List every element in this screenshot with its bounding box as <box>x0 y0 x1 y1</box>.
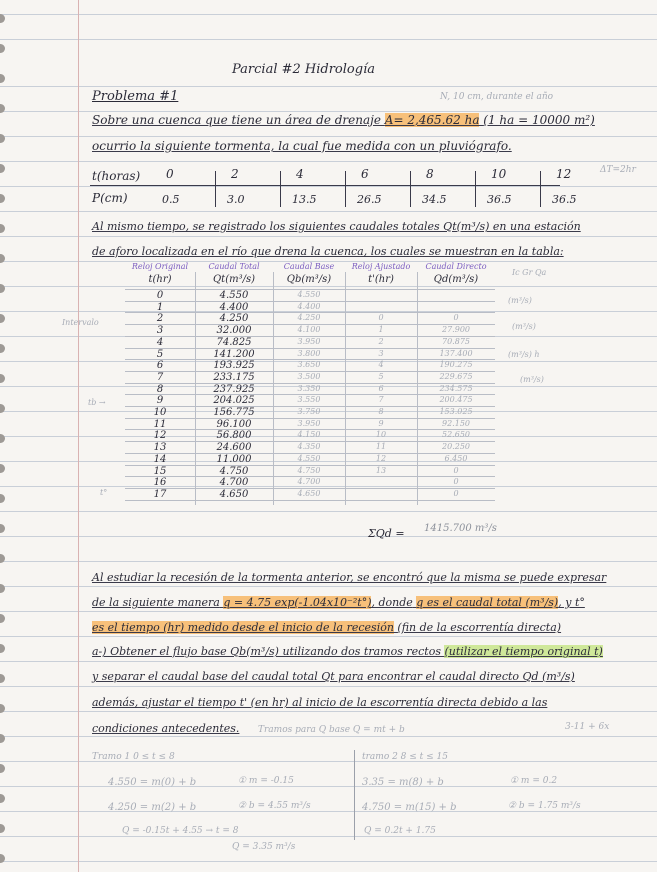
binder-hole <box>0 764 5 773</box>
column-header: t(hr) <box>148 274 172 285</box>
right-note-4: (m³/s) <box>520 375 544 384</box>
table-cell: 4.750 <box>219 465 249 477</box>
table-cell: 0 <box>453 465 459 475</box>
table-cell: 4.400 <box>297 301 321 311</box>
binder-hole <box>0 254 5 263</box>
table-cell: 4.550 <box>297 453 321 463</box>
header-reloj-ajustado: Reloj Ajustado <box>351 262 411 271</box>
column-header: Qt(m³/s) <box>212 274 255 285</box>
row-divider <box>125 359 495 360</box>
row-divider <box>125 336 495 337</box>
row-divider <box>125 418 495 419</box>
table-cell: 11 <box>375 442 387 452</box>
time-note: (fin de la escorrentía directa) <box>397 621 562 634</box>
header-reloj-original: Reloj Original <box>131 262 189 271</box>
table-cell: 70.875 <box>442 336 470 346</box>
binder-hole <box>0 644 5 653</box>
row-divider <box>125 488 495 489</box>
precip-p-value: 34.5 <box>422 193 447 206</box>
tramo2-result: Q = 0.2t + 1.75 <box>364 826 436 836</box>
column-header: Qd(m³/s) <box>433 274 479 285</box>
table-cell: 10 <box>153 407 167 418</box>
faint-top-note: N, 10 cm, durante el año <box>440 92 554 102</box>
table-cell: 6 <box>156 360 164 372</box>
table-cell: 3 <box>156 325 164 337</box>
q-definition: q es el caudal total (m³/s) <box>416 596 559 609</box>
table-cell: 3.750 <box>297 407 321 416</box>
binder-hole <box>0 104 5 113</box>
tramo1-result-2: Q = 3.35 m³/s <box>232 842 296 852</box>
precip-p-value: 36.5 <box>552 193 577 206</box>
table-cell: 6.450 <box>444 453 468 463</box>
binder-hole <box>0 44 5 53</box>
area-highlight: A= 2,465.62 ha <box>384 113 480 127</box>
table-cell: 12 <box>375 453 387 463</box>
table-cell: 3 <box>378 348 384 358</box>
table-cell: 0 <box>156 290 164 301</box>
table-cell: 3.950 <box>297 336 321 346</box>
table-cell: 4.100 <box>297 325 321 335</box>
table-cell: 8 <box>378 407 384 416</box>
tramos-note: Tramos para Q base Q = mt + b <box>258 725 405 735</box>
column-divider <box>273 272 274 505</box>
binder-hole <box>0 524 5 533</box>
header-caudal-directo: Caudal Directo <box>425 262 487 271</box>
table-cell: 15 <box>153 465 167 477</box>
table-cell: 3.500 <box>297 371 321 381</box>
para3-line-5: y separar el caudal base del caudal total Qt para encontrar el caudal directo Qd (m³/s) <box>92 670 575 683</box>
precip-t-value: 8 <box>426 167 434 181</box>
row-divider <box>125 348 495 349</box>
table-cell: 8 <box>156 383 164 395</box>
tramo1-title: Tramo 1 0 ≤ t ≤ 8 <box>92 752 175 762</box>
para3-line-4 <box>92 645 603 658</box>
table-cell: 3.550 <box>297 395 321 405</box>
table-cell: 4.700 <box>297 477 321 487</box>
table-cell: 7 <box>378 395 384 405</box>
table-cell: 24.600 <box>216 442 252 454</box>
table-cell: 153.025 <box>439 407 473 416</box>
precip-col-divider <box>345 171 346 207</box>
row-divider <box>125 324 495 325</box>
table-cell: 156.775 <box>213 407 255 418</box>
table-cell: 4.650 <box>297 488 321 498</box>
para3-line-6: además, ajustar el tiempo t' (en hr) al inicio de la escorrentía directa debido a las <box>92 696 548 709</box>
table-cell: 11 <box>153 418 167 430</box>
table-cell: 32.000 <box>216 325 252 337</box>
binder-hole <box>0 614 5 623</box>
question-a: a-) Obtener el flujo base Qb(m³/s) utilizando dos tramos rectos <box>92 645 441 658</box>
table-cell: 16 <box>153 477 167 489</box>
binder-holes <box>0 0 10 872</box>
column-header: t'(hr) <box>368 274 394 285</box>
table-cell: 1 <box>378 325 384 335</box>
precip-p-value: 26.5 <box>357 193 382 206</box>
table-cell: 6 <box>378 383 384 393</box>
table-cell: 4.700 <box>219 477 249 489</box>
para3-line-2 <box>92 596 585 609</box>
row-divider <box>125 301 495 302</box>
row-divider <box>125 465 495 466</box>
table-cell: 200.475 <box>439 395 473 405</box>
header-caudal-base: Caudal Base <box>283 262 335 271</box>
binder-hole <box>0 284 5 293</box>
table-cell: 141.200 <box>213 348 255 360</box>
tramo2-eq1: 3.35 = m(8) + b <box>362 777 444 788</box>
intro-text: Sobre una cuenca que tiene un área de drenaje <box>92 113 381 127</box>
left-note-2: tb → <box>88 398 106 407</box>
header-caudal-total: Caudal Total <box>208 262 260 271</box>
column-divider <box>195 272 196 505</box>
table-cell: 190.275 <box>439 360 473 370</box>
table-cell: 4.250 <box>219 313 249 325</box>
t-label: t(horas) <box>92 169 141 183</box>
table-cell: 234.575 <box>439 383 473 393</box>
precipitation-table <box>90 165 577 209</box>
para2-line-2: de aforo localizada en el río que drena la cuenca, los cuales se muestran en la tabla: <box>92 245 564 258</box>
table-cell: 5 <box>378 371 384 381</box>
table-cell: 0 <box>453 488 459 498</box>
binder-hole <box>0 374 5 383</box>
table-cell: 193.925 <box>213 360 255 372</box>
area-conversion: (1 ha = 10000 m²) <box>483 113 595 127</box>
table-cell: 4.750 <box>297 465 321 475</box>
table-cell: 20.250 <box>442 442 470 452</box>
precip-t-value: 10 <box>491 167 507 181</box>
tramo2-divider <box>354 750 355 840</box>
precip-t-value: 6 <box>361 167 369 181</box>
binder-hole <box>0 344 5 353</box>
table-cell: 17 <box>153 488 167 500</box>
page-title: Parcial #2 Hidrología <box>232 62 375 77</box>
table-cell: 9 <box>378 418 384 428</box>
table-cell: 2 <box>378 336 384 346</box>
row-divider <box>125 453 495 454</box>
binder-hole <box>0 74 5 83</box>
sum-value: 1415.700 m³/s <box>424 523 497 534</box>
table-cell: 4.350 <box>297 442 321 452</box>
table-cell: 56.800 <box>216 430 252 442</box>
binder-hole <box>0 14 5 23</box>
row-divider <box>125 429 495 430</box>
intro-line-1 <box>92 113 595 127</box>
table-cell: 0 <box>378 313 384 323</box>
binder-hole <box>0 734 5 743</box>
recession-equation: q = 4.75 exp(-1.04x10⁻²t°) <box>223 596 372 609</box>
table-cell: 4.400 <box>219 301 249 313</box>
row-divider <box>125 312 495 313</box>
binder-hole <box>0 824 5 833</box>
binder-hole <box>0 134 5 143</box>
binder-hole <box>0 554 5 563</box>
table-cell: 52.650 <box>442 430 470 440</box>
binder-hole <box>0 704 5 713</box>
precip-p-value: 3.0 <box>227 193 245 206</box>
margin-line <box>78 0 79 872</box>
tramo1-eq2: 4.250 = m(2) + b <box>108 802 197 813</box>
table-cell: 13 <box>375 465 387 475</box>
time-definition: es el tiempo (hr) medido desde el inicio de la recesión <box>92 621 394 634</box>
precip-col-divider <box>215 171 216 207</box>
tramo2-eq1-result: ① m = 0.2 <box>510 776 558 786</box>
table-cell: 27.900 <box>442 325 470 335</box>
precip-t-value: 2 <box>231 167 239 181</box>
para2-line-1: Al mismo tiempo, se registrado los siguientes caudales totales Qt(m³/s) en una estación <box>92 220 581 233</box>
table-cell: 4 <box>156 336 164 348</box>
table-cell: 7 <box>156 371 164 383</box>
precip-p-value: 0.5 <box>162 193 180 206</box>
precip-col-divider <box>475 171 476 207</box>
right-note-2: (m³/s) <box>512 322 536 331</box>
table-cell: 237.925 <box>213 383 255 395</box>
right-note-1: (m³/s) <box>508 296 532 305</box>
tramo1-eq2-result: ② b = 4.55 m³/s <box>238 801 311 811</box>
binder-hole <box>0 854 5 863</box>
row-divider <box>125 476 495 477</box>
para3-text-end: , y t° <box>558 596 585 609</box>
table-cell: 4.550 <box>297 290 321 299</box>
binder-hole <box>0 224 5 233</box>
para3-text: de la siguiente manera <box>92 596 220 609</box>
row-divider <box>125 394 495 395</box>
table-cell: 9 <box>156 395 164 407</box>
binder-hole <box>0 584 5 593</box>
row-divider <box>125 289 495 290</box>
table-cell: 4.250 <box>297 313 321 323</box>
binder-hole <box>0 194 5 203</box>
table-cell: 11.000 <box>216 453 252 465</box>
table-cell: 3.650 <box>297 360 321 370</box>
row-divider <box>125 371 495 372</box>
intro-line-2: ocurrio la siguiente tormenta, la cual fue medida con un pluviógrafo. <box>92 139 512 153</box>
precip-t-value: 4 <box>296 167 304 181</box>
precip-col-divider <box>410 171 411 207</box>
binder-hole <box>0 494 5 503</box>
table-cell: 4.650 <box>219 488 249 500</box>
tramo2-eq2: 4.750 = m(15) + b <box>362 802 457 813</box>
p-label: P(cm) <box>92 191 128 205</box>
table-cell: 3.350 <box>297 383 321 393</box>
row-divider <box>125 383 495 384</box>
table-cell: 0 <box>453 313 459 323</box>
problem-label: Problema #1 <box>92 89 179 104</box>
table-cell: 13 <box>153 442 167 454</box>
table-cell: 0 <box>453 477 459 487</box>
tramo2-title: tramo 2 8 ≤ t ≤ 15 <box>362 752 449 762</box>
precip-col-divider <box>280 171 281 207</box>
binder-hole <box>0 434 5 443</box>
binder-hole <box>0 794 5 803</box>
table-cell: 137.400 <box>439 348 473 358</box>
faint-right-note: Ic Gr Qa <box>512 268 547 277</box>
sum-label: ΣQd = <box>368 527 405 540</box>
left-note-3: t° <box>100 488 108 497</box>
para3-line-3 <box>92 621 561 634</box>
column-divider <box>417 272 418 505</box>
tramo1-eq1: 4.550 = m(0) + b <box>108 777 197 788</box>
table-cell: 233.175 <box>213 371 255 383</box>
right-note-3: (m³/s) h <box>508 350 540 359</box>
para3-text-mid: , donde <box>371 596 413 609</box>
para3-line-7: condiciones antecedentes. <box>92 722 240 735</box>
table-cell: 4 <box>378 360 384 370</box>
table-cell: 92.150 <box>442 418 470 428</box>
binder-hole <box>0 164 5 173</box>
column-divider <box>345 272 346 505</box>
binder-hole <box>0 404 5 413</box>
binder-hole <box>0 674 5 683</box>
precip-p-value: 36.5 <box>487 193 512 206</box>
table-cell: 10 <box>375 430 387 440</box>
precip-p-value: 13.5 <box>292 193 317 206</box>
column-header: Qb(m³/s) <box>286 274 332 285</box>
row-divider <box>125 500 495 501</box>
table-cell: 74.825 <box>216 336 252 348</box>
binder-hole <box>0 464 5 473</box>
table-cell: 2 <box>156 313 164 325</box>
row-divider <box>125 441 495 442</box>
table-cell: 12 <box>153 430 167 442</box>
precip-col-divider <box>540 171 541 207</box>
left-note-1: Intervalo <box>62 318 99 327</box>
table-divider <box>90 185 560 186</box>
table-cell: 204.025 <box>213 395 255 407</box>
side-note: ΔT=2hr <box>600 165 636 175</box>
table-cell: 4.550 <box>219 290 249 301</box>
table-cell: 3.800 <box>297 348 321 358</box>
table-cell: 1 <box>156 301 164 313</box>
tramos-note-2: 3-11 + 6x <box>565 722 610 732</box>
tramo2-eq2-result: ② b = 1.75 m³/s <box>508 801 581 811</box>
precip-t-value: 12 <box>556 167 572 181</box>
tramo1-eq1-result: ① m = -0.15 <box>238 776 294 786</box>
table-cell: 14 <box>153 453 167 465</box>
table-cell: 5 <box>156 348 164 360</box>
precip-t-value: 0 <box>166 167 174 181</box>
tramo1-result: Q = -0.15t + 4.55 → t = 8 <box>122 826 239 836</box>
binder-hole <box>0 314 5 323</box>
original-time-note: (utilizar el tiempo original t) <box>444 645 603 658</box>
table-cell: 229.675 <box>439 371 473 381</box>
table-cell: 4.150 <box>297 430 321 440</box>
table-cell: 96.100 <box>216 418 252 430</box>
row-divider <box>125 406 495 407</box>
para3-line-1: Al estudiar la recesión de la tormenta anterior, se encontró que la misma se puede expresar <box>92 571 607 584</box>
table-cell: 3.950 <box>297 418 321 428</box>
